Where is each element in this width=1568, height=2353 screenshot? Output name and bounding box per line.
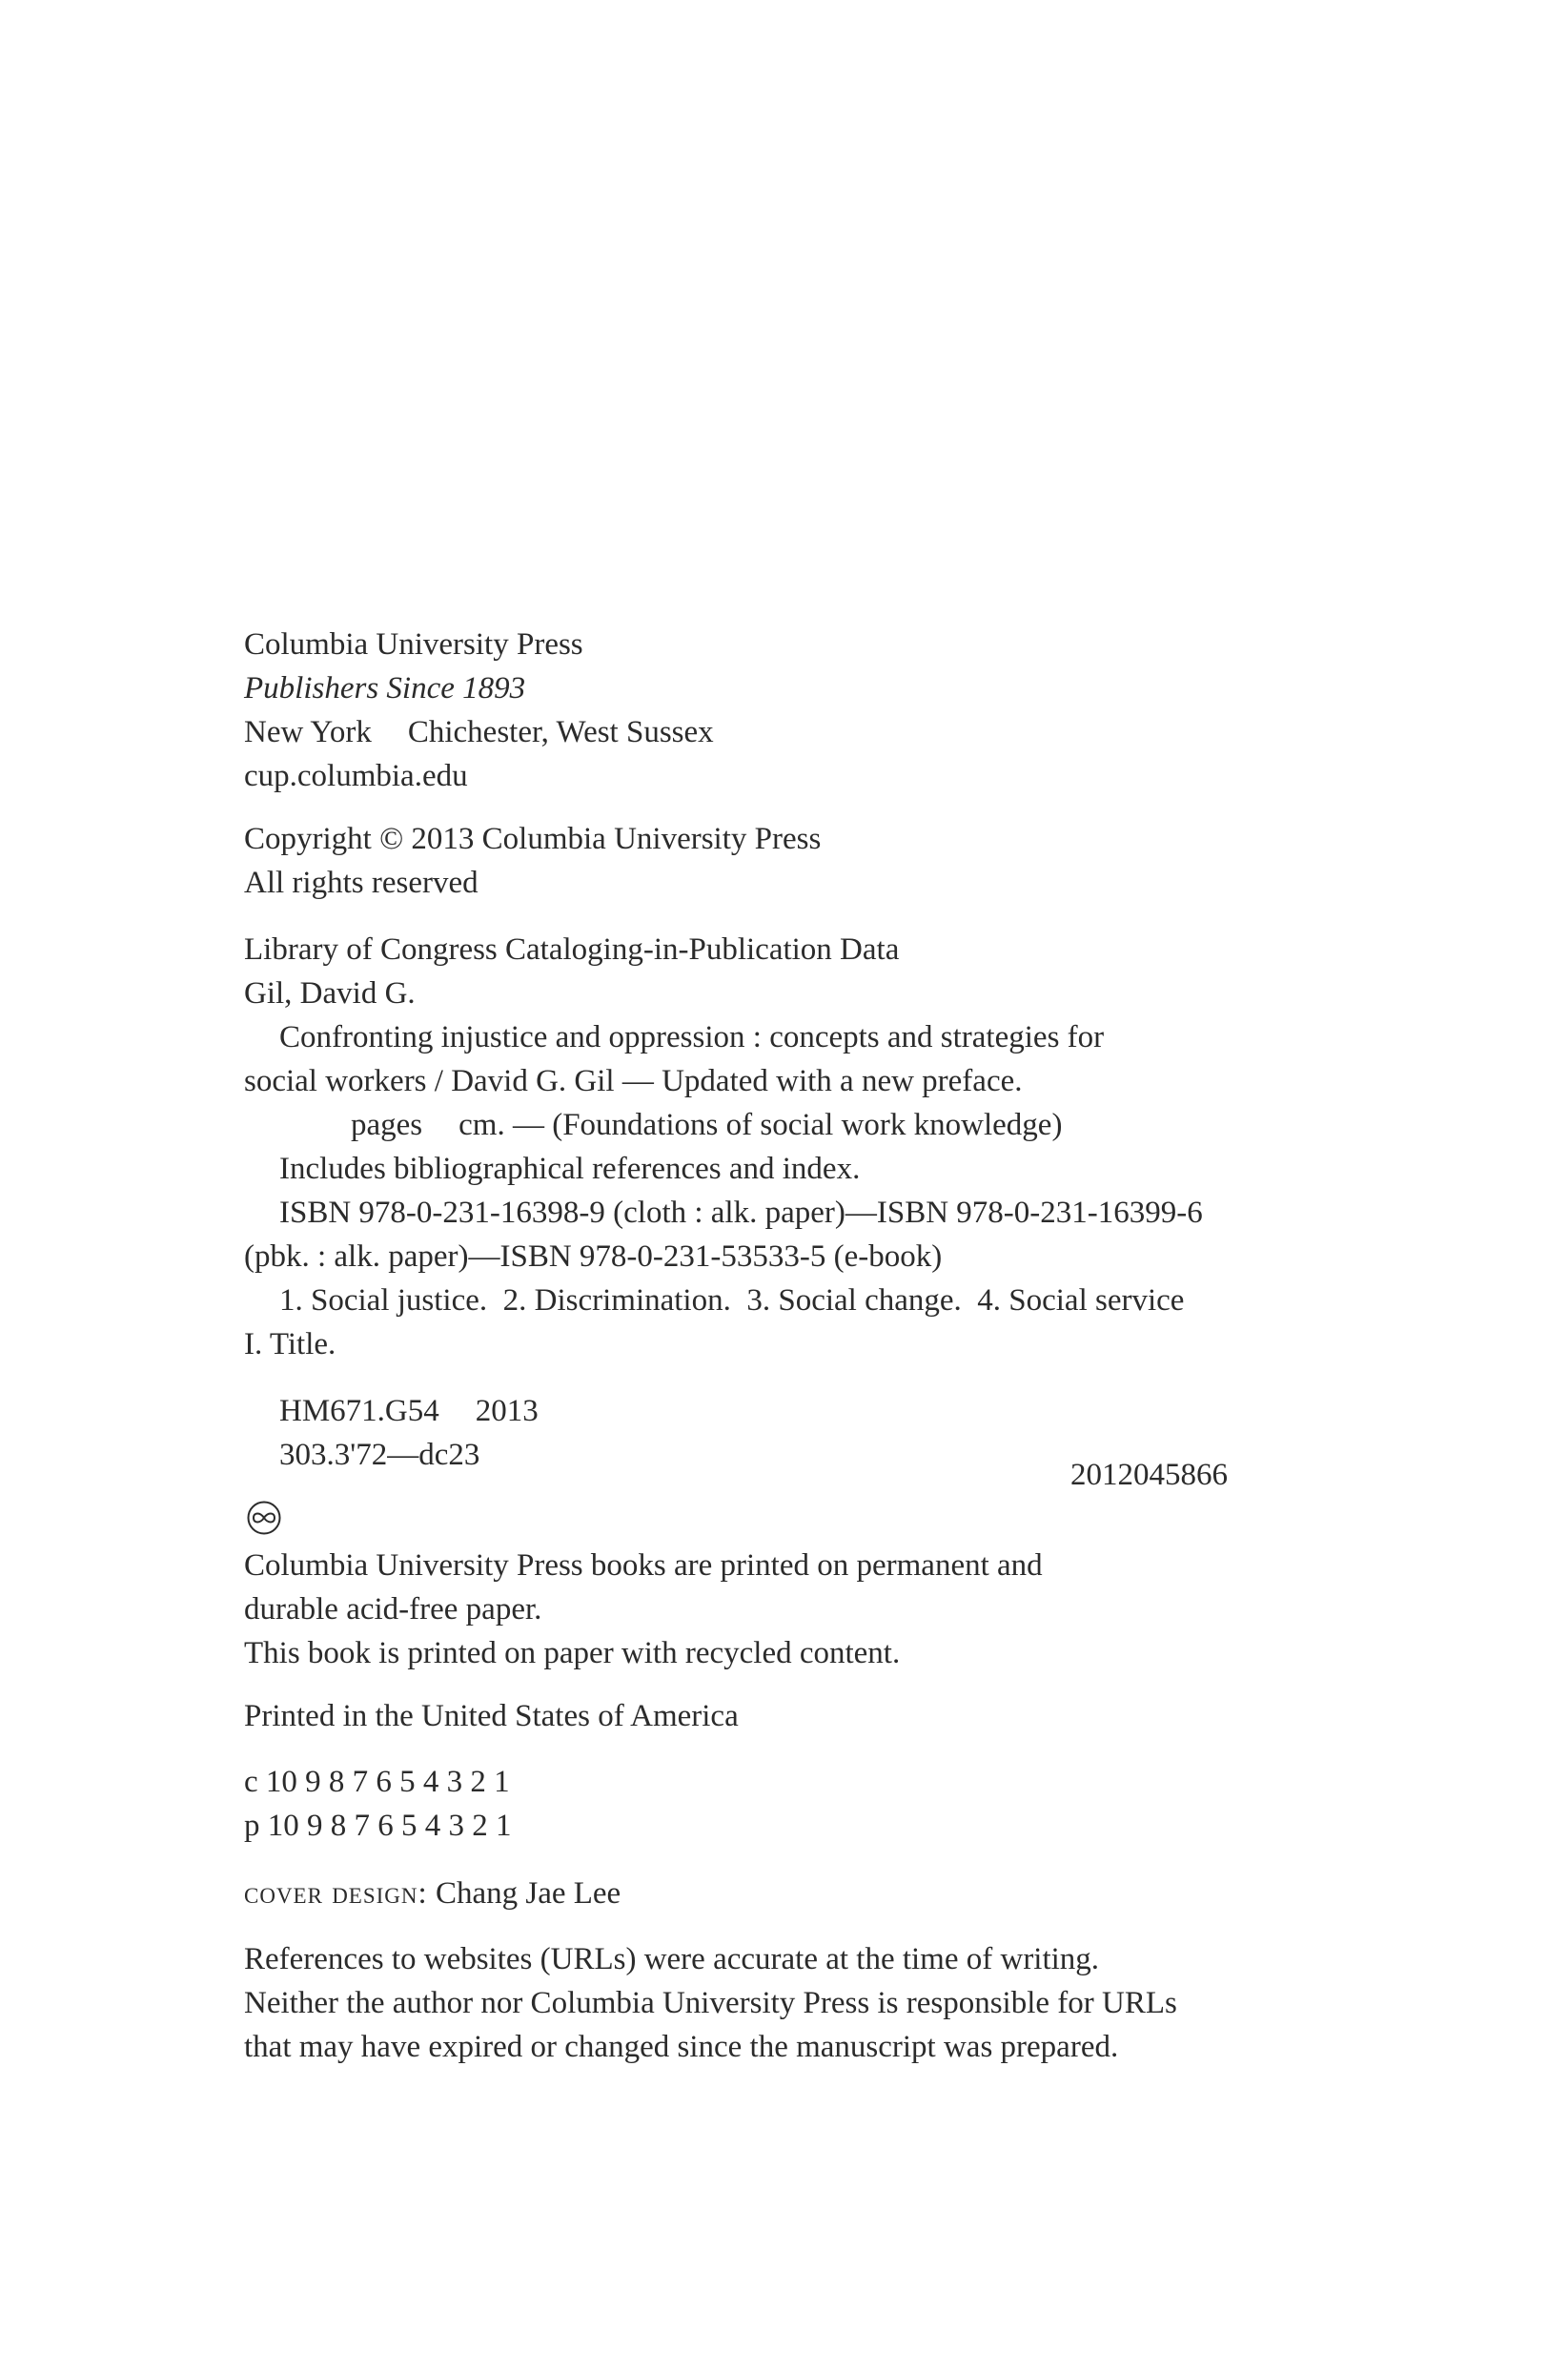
cip-author: Gil, David G.: [244, 976, 416, 1011]
publisher-cities: [244, 710, 1340, 754]
cip-subjects-line-1: 1. Social justice. 2. Discrimination. 3. Social change. 4. Social service: [279, 1283, 1185, 1318]
cip-pages: pages: [351, 1108, 423, 1142]
paper-line-1: Columbia University Press books are printed on permanent and: [244, 1548, 1043, 1583]
city-chichester: Chichester, West Sussex: [407, 715, 714, 749]
dewey-number: 303.3'72—dc23: [279, 1438, 480, 1472]
city-new-york: New York: [244, 715, 372, 749]
paper-line-2: durable acid-free paper.: [244, 1592, 542, 1627]
paper-printing-line: p 10 9 8 7 6 5 4 3 2 1: [244, 1809, 512, 1843]
cip-isbn-line-2: (pbk. : alk. paper)—ISBN 978-0-231-53533-5 (e-book): [244, 1239, 943, 1274]
infinity-circle-icon: [246, 1500, 282, 1536]
publisher-block: [244, 623, 1340, 798]
cip-title-line-1: Confronting injustice and oppression : concepts and strategies for: [279, 1020, 1105, 1054]
publisher-website[interactable]: cup.columbia.edu: [244, 759, 468, 793]
printed-in: Printed in the United States of America: [244, 1699, 739, 1733]
copyright-notice: Copyright © 2013 Columbia University Press: [244, 822, 822, 856]
paper-notice-block: [244, 1544, 1340, 1675]
publisher-name: Columbia University Press: [244, 627, 583, 662]
printing-numbers-block: [244, 1760, 1340, 1848]
cip-block: [244, 928, 1340, 1366]
lc-class-year: 2013: [475, 1394, 539, 1428]
disclaimer-line-1: References to websites (URLs) were accurate at the time of writing.: [244, 1942, 1100, 1976]
cip-classification: [244, 1389, 1340, 1433]
disclaimer-line-2: Neither the author nor Columbia University Press is responsible for URLs: [244, 1986, 1177, 2020]
cloth-printing-line: c 10 9 8 7 6 5 4 3 2 1: [244, 1765, 510, 1799]
rights-reserved: All rights reserved: [244, 866, 479, 900]
cip-isbn-line-1: ISBN 978-0-231-16398-9 (cloth : alk. paper)—ISBN 978-0-231-16399-6: [279, 1196, 1203, 1230]
cip-heading: Library of Congress Cataloging-in-Publication Data: [244, 932, 900, 967]
credits-block: [244, 1872, 1340, 1915]
lccn-number: 2012045866: [1070, 1458, 1228, 1492]
cip-includes: Includes bibliographical references and index.: [279, 1152, 861, 1186]
cover-designer-name: Chang Jae Lee: [435, 1876, 621, 1911]
cip-physical: [244, 1103, 1340, 1147]
paper-line-3: This book is printed on paper with recycled content.: [244, 1636, 901, 1670]
cover-design-label: cover design:: [244, 1876, 428, 1911]
disclaimer-block: [244, 1937, 1340, 2069]
cip-subjects-line-2: I. Title.: [244, 1327, 336, 1361]
lc-class-number: HM671.G54: [279, 1394, 439, 1428]
disclaimer-line-3: that may have expired or changed since the manuscript was prepared.: [244, 2030, 1119, 2064]
publisher-tagline: Publishers Since 1893: [244, 671, 526, 706]
printing-country-block: [244, 1694, 1340, 1738]
cover-design-credit: [244, 1872, 1340, 1915]
cip-title-line-2: social workers / David G. Gil — Updated with a new preface.: [244, 1064, 1023, 1098]
cip-series: cm. — (Foundations of social work knowledge): [458, 1108, 1063, 1142]
copyright-block: [244, 817, 1340, 905]
